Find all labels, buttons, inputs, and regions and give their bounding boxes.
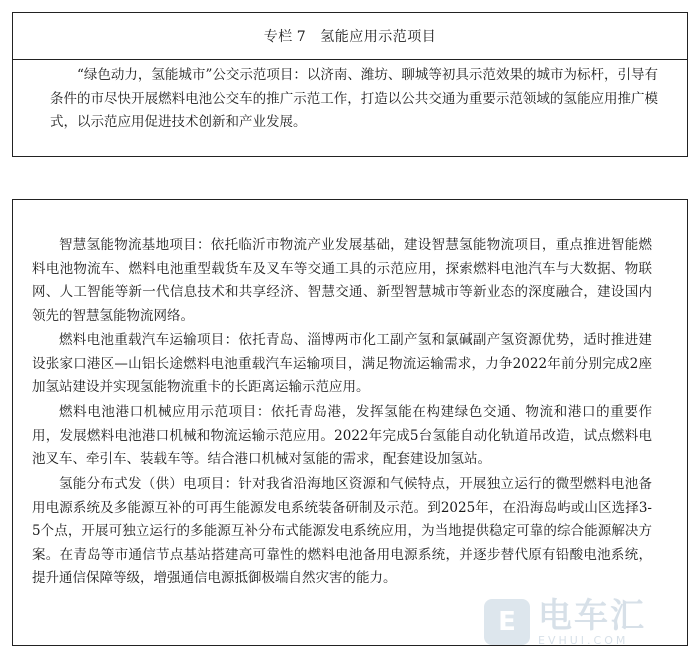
- watermark-name-cn: 电车汇: [538, 595, 646, 636]
- column-title-row: [13, 13, 687, 60]
- column-title: [264, 26, 436, 46]
- column-title-number: 7: [296, 29, 307, 45]
- watermark-name-en: EVHUI.COM: [538, 633, 629, 647]
- heavy-truck-paragraph: 燃料电池重载汽车运输项目：依托青岛、淄博两市化工副产氢和氯碱副产氢资源优势，适时推进建设张家口港区—山铝长途燃料电池重载汽车运输项目，满足物流运输需求，力争2022年前分别完成2座加氢站建设并实现氢能物流重卡的长距离运输示范应用。: [32, 332, 652, 396]
- logistics-base-paragraph: 智慧氢能物流基地项目：依托临沂市物流产业发展基础，建设智慧氢能物流项目，重点推进智能燃料电池物流车、燃料电池重型载货车及叉车等交通工具的示范应用，探索燃料电池汽车与大数据、物联网、人工智能等新一代信息技术和共享经济、智慧交通、新型智慧城市等新业态的深度融合，建设国内领先的智慧氢能物流网络。: [32, 237, 652, 324]
- port-machinery-paragraph: 燃料电池港口机械应用示范项目：依托青岛港，发挥氢能在构建绿色交通、物流和港口的重要作用，发展燃料电池港口机械和物流运输示范应用。2022年完成5台氢能自动化轨道吊改造，试点燃料电池叉车、牵引车、装载车等。结合港口机械对氢能的需求，配套建设加氢站。: [32, 404, 652, 468]
- column-title-text: 氢能应用示范项目: [320, 29, 437, 45]
- bus-demo-paragraph: “绿色动力，氢能城市”公交示范项目：以济南、潍坊、聊城等初具示范效果的城市为标杆，引导有条件的市尽快开展燃料电池公交车的推广示范工作，打造以公共交通为重要示范领域的氢能应用推广模式，以示范应用促进技术创新和产业发展。: [50, 67, 658, 130]
- evhui-logo-icon: E: [484, 599, 530, 645]
- evhui-watermark: [484, 592, 694, 652]
- distributed-power-paragraph: 氢能分布式发（供）电项目：针对我省沿海地区资源和气候特点，开展独立运行的微型燃料电池备用电源系统及多能源互补的可再生能源发电系统装备研制及示范。到2025年，在沿海岛屿或山区选择3-5个点，开展可独立运行的多能源互补分布式能源发电系统应用，为当地提供稳定可靠的综合能源解决方案。在青岛等市通信节点基站搭建高可靠性的燃料电池备用电源系统，并逐步替代原有铅酸电池系统，提升通信保障等级，增强通信电源抵御极端自然灾害的能力。: [32, 476, 652, 587]
- column-title-prefix: 专栏: [263, 29, 293, 45]
- watermark-text: [538, 595, 646, 647]
